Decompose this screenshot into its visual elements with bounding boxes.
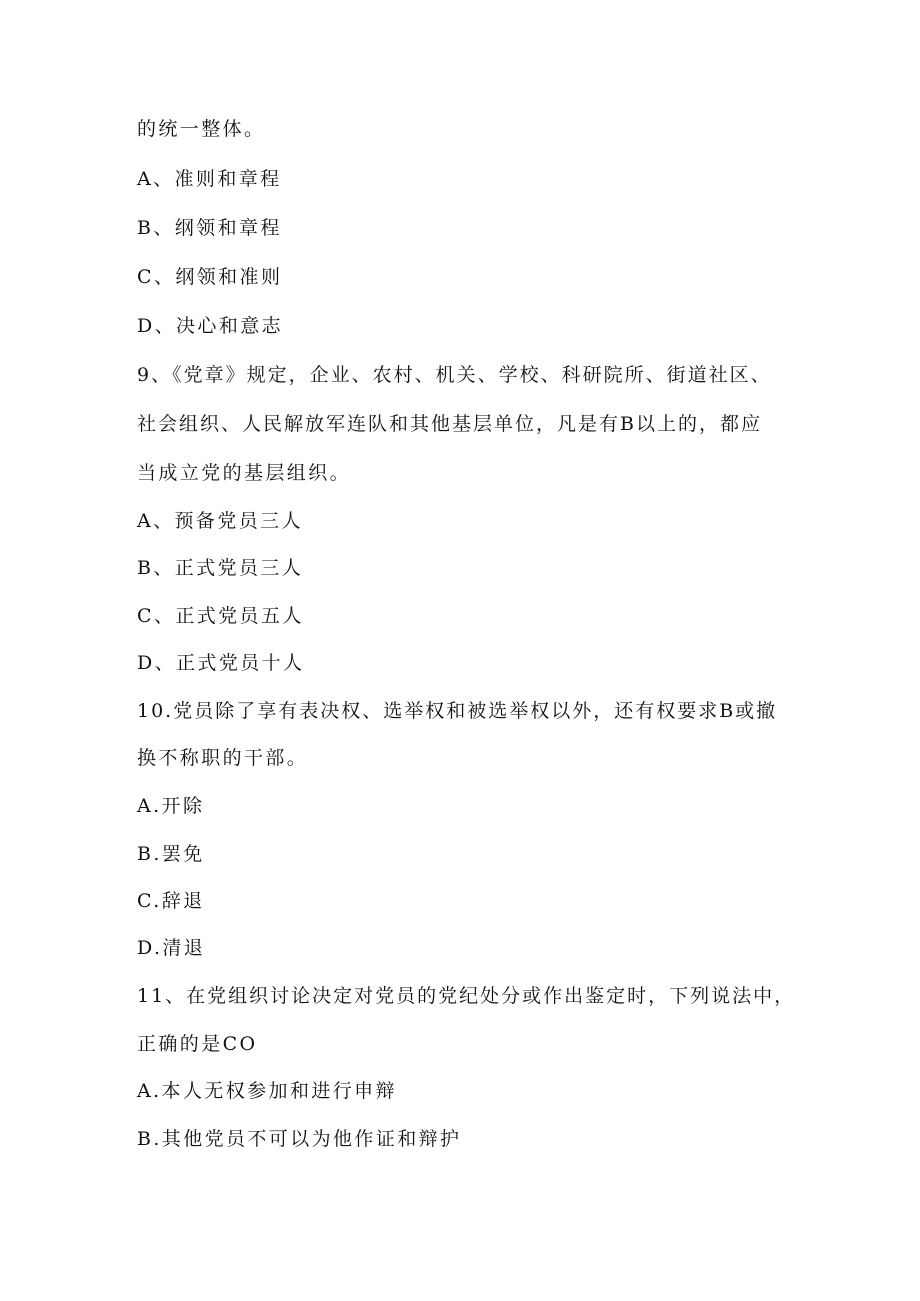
- option-d-q10: D.清退: [137, 937, 206, 959]
- option-c-q8: C、纲领和准则: [137, 266, 283, 288]
- option-d-q9: D、正式党员十人: [137, 652, 305, 674]
- option-a-q8: A、准则和章程: [137, 168, 282, 190]
- question-10-line-2: 换不称职的干部。: [137, 747, 309, 769]
- option-a-q11: A.本人无权参加和进行申辩: [137, 1080, 397, 1102]
- option-a-q9: A、预备党员三人: [137, 510, 303, 532]
- question-9-line-3: 当成立党的基层组织。: [137, 462, 352, 484]
- option-a-q10: A.开除: [137, 795, 205, 817]
- option-d-q8: D、决心和意志: [137, 315, 284, 337]
- option-b-q11: B.其他党员不可以为他作证和辩护: [137, 1128, 462, 1150]
- text-line-continuation: 的统一整体。: [137, 118, 266, 140]
- question-9-line-2: 社会组织、人民解放军连队和其他基层单位，凡是有B以上的，都应: [137, 413, 762, 435]
- option-c-q10: C.辞退: [137, 890, 205, 912]
- option-b-q8: B、纲领和章程: [137, 217, 282, 239]
- question-9-line-1: 9、《党章》规定，企业、农村、机关、学校、科研院所、街道社区、: [137, 364, 772, 386]
- question-11-line-2: 正确的是CO: [137, 1033, 258, 1055]
- option-c-q9: C、正式党员五人: [137, 605, 304, 627]
- option-b-q10: B.罢免: [137, 843, 205, 865]
- question-11-line-1: 11、在党组织讨论决定对党员的党纪处分或作出鉴定时，下列说法中，: [137, 985, 796, 1007]
- option-b-q9: B、正式党员三人: [137, 557, 304, 579]
- question-10-line-1: 10.党员除了享有表决权、选举权和被选举权以外，还有权要求B或撤: [137, 700, 778, 722]
